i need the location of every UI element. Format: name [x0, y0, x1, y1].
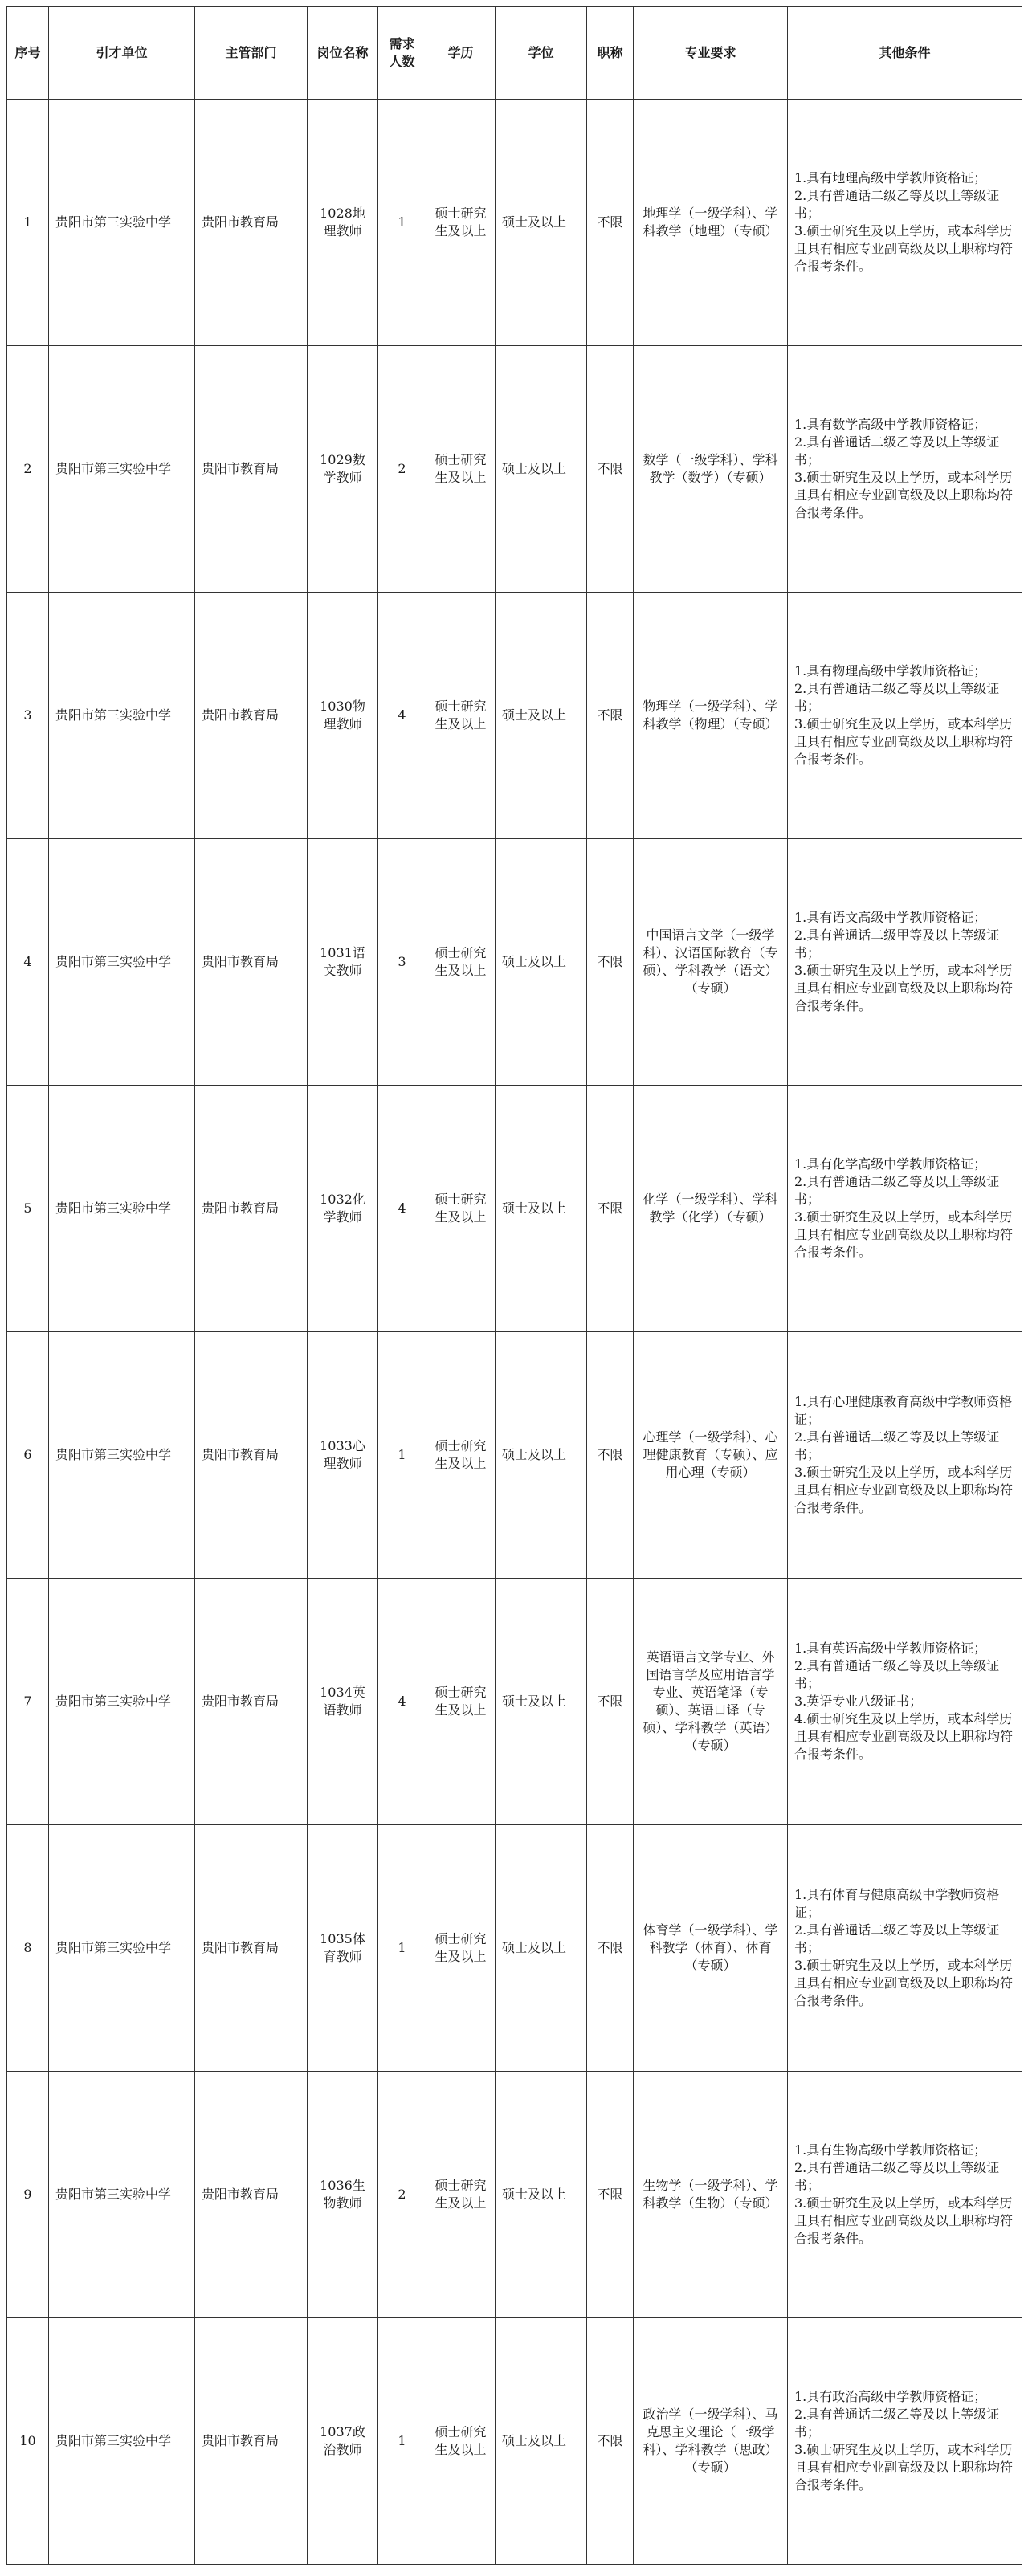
cell-other-conditions: [788, 839, 1022, 1086]
cell-post: 1037政治教师: [308, 2318, 378, 2565]
cell-other-conditions: [788, 1332, 1022, 1579]
condition-line: 3.硕士研究生及以上学历，或本科学历且具有相应专业副高级及以上职称均符合报考条件。: [794, 716, 1014, 767]
header-count: 需求人数: [378, 7, 426, 100]
cell-count: 4: [378, 593, 426, 839]
cell-title: 不限: [587, 839, 634, 1086]
condition-line: 3.硕士研究生及以上学历，或本科学历且具有相应专业副高级及以上职称均符合报考条件。: [794, 1209, 1014, 1260]
condition-line: 3.硕士研究生及以上学历，或本科学历且具有相应专业副高级及以上职称均符合报考条件。: [794, 1465, 1014, 1515]
cell-other-conditions: [788, 1825, 1022, 2072]
table-header-row: [7, 7, 1022, 100]
table-body: [7, 100, 1022, 2565]
cell-seq: 5: [7, 1086, 49, 1332]
table-row: [7, 1086, 1022, 1332]
table-row: [7, 1579, 1022, 1825]
cell-seq: 9: [7, 2072, 49, 2318]
cell-degree: 硕士及以上: [496, 2072, 587, 2318]
cell-title: 不限: [587, 1086, 634, 1332]
table-row: [7, 1332, 1022, 1579]
cell-other-conditions: [788, 100, 1022, 346]
cell-dept: 贵阳市教育局: [195, 2318, 308, 2565]
cell-count: 4: [378, 1579, 426, 1825]
cell-seq: 2: [7, 346, 49, 593]
cell-major: 物理学（一级学科）、学科教学（物理）（专硕）: [634, 593, 788, 839]
cell-post: 1034英语教师: [308, 1579, 378, 1825]
condition-line: 3.英语专业八级证书；: [794, 1694, 923, 1709]
cell-other-conditions: [788, 1086, 1022, 1332]
cell-unit: 贵阳市第三实验中学: [49, 1579, 195, 1825]
table-row: [7, 593, 1022, 839]
cell-edu: 硕士研究生及以上: [426, 1825, 496, 2072]
cell-edu: 硕士研究生及以上: [426, 100, 496, 346]
condition-line: 2.具有普通话二级乙等及以上等级证书；: [794, 1922, 1000, 1955]
condition-line: 2.具有普通话二级乙等及以上等级证书；: [794, 1174, 1000, 1207]
cell-other-conditions: [788, 2072, 1022, 2318]
condition-line: 1.具有物理高级中学教师资格证；: [794, 663, 987, 679]
cell-dept: 贵阳市教育局: [195, 1579, 308, 1825]
cell-degree: 硕士及以上: [496, 1579, 587, 1825]
cell-unit: 贵阳市第三实验中学: [49, 2318, 195, 2565]
cell-post: 1031语文教师: [308, 839, 378, 1086]
cell-title: 不限: [587, 2072, 634, 2318]
cell-seq: 7: [7, 1579, 49, 1825]
header-edu: 学历: [426, 7, 496, 100]
cell-edu: 硕士研究生及以上: [426, 2318, 496, 2565]
cell-other-conditions: [788, 1579, 1022, 1825]
cell-unit: 贵阳市第三实验中学: [49, 593, 195, 839]
cell-degree: 硕士及以上: [496, 1825, 587, 2072]
condition-line: 1.具有生物高级中学教师资格证；: [794, 2142, 987, 2158]
condition-line: 2.具有普通话二级乙等及以上等级证书；: [794, 681, 1000, 714]
cell-dept: 贵阳市教育局: [195, 1086, 308, 1332]
cell-edu: 硕士研究生及以上: [426, 593, 496, 839]
cell-seq: 3: [7, 593, 49, 839]
cell-major: 地理学（一级学科）、学科教学（地理）（专硕）: [634, 100, 788, 346]
header-seq: 序号: [7, 7, 49, 100]
cell-unit: 贵阳市第三实验中学: [49, 839, 195, 1086]
cell-post: 1033心理教师: [308, 1332, 378, 1579]
condition-line: 3.硕士研究生及以上学历，或本科学历且具有相应专业副高级及以上职称均符合报考条件。: [794, 2195, 1014, 2246]
condition-line: 1.具有语文高级中学教师资格证；: [794, 910, 987, 925]
cell-major: 生物学（一级学科）、学科教学（生物）（专硕）: [634, 2072, 788, 2318]
cell-count: 2: [378, 2072, 426, 2318]
recruitment-table: [6, 6, 1022, 2565]
cell-degree: 硕士及以上: [496, 593, 587, 839]
cell-other-conditions: [788, 346, 1022, 593]
condition-line: 3.硕士研究生及以上学历，或本科学历且具有相应专业副高级及以上职称均符合报考条件。: [794, 2442, 1014, 2492]
cell-major: 体育学（一级学科）、学科教学（体育）、体育（专硕）: [634, 1825, 788, 2072]
cell-title: 不限: [587, 593, 634, 839]
cell-title: 不限: [587, 1332, 634, 1579]
cell-title: 不限: [587, 346, 634, 593]
cell-unit: 贵阳市第三实验中学: [49, 1332, 195, 1579]
cell-dept: 贵阳市教育局: [195, 593, 308, 839]
cell-degree: 硕士及以上: [496, 1332, 587, 1579]
table-row: [7, 346, 1022, 593]
condition-line: 4.硕士研究生及以上学历，或本科学历且具有相应专业副高级及以上职称均符合报考条件。: [794, 1711, 1014, 1762]
condition-line: 1.具有数学高级中学教师资格证；: [794, 417, 987, 432]
cell-edu: 硕士研究生及以上: [426, 1579, 496, 1825]
cell-unit: 贵阳市第三实验中学: [49, 100, 195, 346]
cell-unit: 贵阳市第三实验中学: [49, 1825, 195, 2072]
header-major: 专业要求: [634, 7, 788, 100]
header-degree: 学位: [496, 7, 587, 100]
cell-degree: 硕士及以上: [496, 346, 587, 593]
cell-count: 1: [378, 100, 426, 346]
cell-dept: 贵阳市教育局: [195, 346, 308, 593]
cell-post: 1030物理教师: [308, 593, 378, 839]
cell-dept: 贵阳市教育局: [195, 839, 308, 1086]
condition-line: 2.具有普通话二级乙等及以上等级证书；: [794, 2160, 1000, 2193]
header-dept: 主管部门: [195, 7, 308, 100]
condition-line: 3.硕士研究生及以上学历，或本科学历且具有相应专业副高级及以上职称均符合报考条件。: [794, 470, 1014, 520]
table-row: [7, 2318, 1022, 2565]
cell-count: 4: [378, 1086, 426, 1332]
condition-line: 2.具有普通话二级乙等及以上等级证书；: [794, 2407, 1000, 2439]
cell-unit: 贵阳市第三实验中学: [49, 2072, 195, 2318]
condition-line: 3.硕士研究生及以上学历，或本科学历且具有相应专业副高级及以上职称均符合报考条件。: [794, 1958, 1014, 2008]
cell-post: 1035体育教师: [308, 1825, 378, 2072]
cell-seq: 1: [7, 100, 49, 346]
condition-line: 2.具有普通话二级甲等及以上等级证书；: [794, 927, 1000, 960]
table-row: [7, 2072, 1022, 2318]
condition-line: 2.具有普通话二级乙等及以上等级证书；: [794, 434, 1000, 467]
cell-count: 1: [378, 1825, 426, 2072]
cell-edu: 硕士研究生及以上: [426, 2072, 496, 2318]
condition-line: 1.具有体育与健康高级中学教师资格证；: [794, 1887, 1000, 1920]
table-row: [7, 839, 1022, 1086]
header-other: 其他条件: [788, 7, 1022, 100]
cell-degree: 硕士及以上: [496, 1086, 587, 1332]
cell-dept: 贵阳市教育局: [195, 2072, 308, 2318]
cell-seq: 4: [7, 839, 49, 1086]
cell-other-conditions: [788, 2318, 1022, 2565]
table-row: [7, 100, 1022, 346]
condition-line: 3.硕士研究生及以上学历，或本科学历且具有相应专业副高级及以上职称均符合报考条件。: [794, 963, 1014, 1013]
cell-post: 1029数学教师: [308, 346, 378, 593]
cell-title: 不限: [587, 2318, 634, 2565]
cell-edu: 硕士研究生及以上: [426, 1332, 496, 1579]
cell-major: 中国语言文学（一级学科）、汉语国际教育（专硕）、学科教学（语文）（专硕）: [634, 839, 788, 1086]
cell-major: 政治学（一级学科）、马克思主义理论（一级学科）、学科教学（思政）（专硕）: [634, 2318, 788, 2565]
header-unit: 引才单位: [49, 7, 195, 100]
cell-count: 1: [378, 2318, 426, 2565]
cell-post: 1032化学教师: [308, 1086, 378, 1332]
cell-dept: 贵阳市教育局: [195, 100, 308, 346]
cell-dept: 贵阳市教育局: [195, 1332, 308, 1579]
header-title: 职称: [587, 7, 634, 100]
condition-line: 1.具有化学高级中学教师资格证；: [794, 1156, 987, 1172]
cell-major: 数学（一级学科）、学科教学（数学）（专硕）: [634, 346, 788, 593]
cell-seq: 6: [7, 1332, 49, 1579]
condition-line: 1.具有政治高级中学教师资格证；: [794, 2389, 987, 2404]
condition-line: 2.具有普通话二级乙等及以上等级证书；: [794, 188, 1000, 221]
cell-degree: 硕士及以上: [496, 2318, 587, 2565]
cell-post: 1036生物教师: [308, 2072, 378, 2318]
cell-count: 2: [378, 346, 426, 593]
condition-line: 3.硕士研究生及以上学历，或本科学历且具有相应专业副高级及以上职称均符合报考条件。: [794, 223, 1014, 274]
cell-major: 心理学（一级学科）、心理健康教育（专硕）、应用心理（专硕）: [634, 1332, 788, 1579]
table-row: [7, 1825, 1022, 2072]
cell-edu: 硕士研究生及以上: [426, 346, 496, 593]
condition-line: 2.具有普通话二级乙等及以上等级证书；: [794, 1429, 1000, 1462]
cell-major: 化学（一级学科）、学科教学（化学）（专硕）: [634, 1086, 788, 1332]
cell-other-conditions: [788, 593, 1022, 839]
cell-title: 不限: [587, 1579, 634, 1825]
cell-edu: 硕士研究生及以上: [426, 839, 496, 1086]
cell-title: 不限: [587, 100, 634, 346]
condition-line: 1.具有地理高级中学教师资格证；: [794, 170, 987, 185]
cell-count: 3: [378, 839, 426, 1086]
cell-degree: 硕士及以上: [496, 100, 587, 346]
cell-edu: 硕士研究生及以上: [426, 1086, 496, 1332]
cell-seq: 10: [7, 2318, 49, 2565]
condition-line: 2.具有普通话二级乙等及以上等级证书；: [794, 1658, 1000, 1691]
cell-seq: 8: [7, 1825, 49, 2072]
condition-line: 1.具有心理健康教育高级中学教师资格证；: [794, 1394, 1013, 1427]
cell-post: 1028地理教师: [308, 100, 378, 346]
cell-count: 1: [378, 1332, 426, 1579]
cell-major: 英语语言文学专业、外国语言学及应用语言学专业、英语笔译（专硕）、英语口译（专硕）、学科教学（英语）（专硕）: [634, 1579, 788, 1825]
cell-unit: 贵阳市第三实验中学: [49, 346, 195, 593]
cell-degree: 硕士及以上: [496, 839, 587, 1086]
cell-dept: 贵阳市教育局: [195, 1825, 308, 2072]
condition-line: 1.具有英语高级中学教师资格证；: [794, 1641, 987, 1656]
cell-unit: 贵阳市第三实验中学: [49, 1086, 195, 1332]
cell-title: 不限: [587, 1825, 634, 2072]
header-post: 岗位名称: [308, 7, 378, 100]
